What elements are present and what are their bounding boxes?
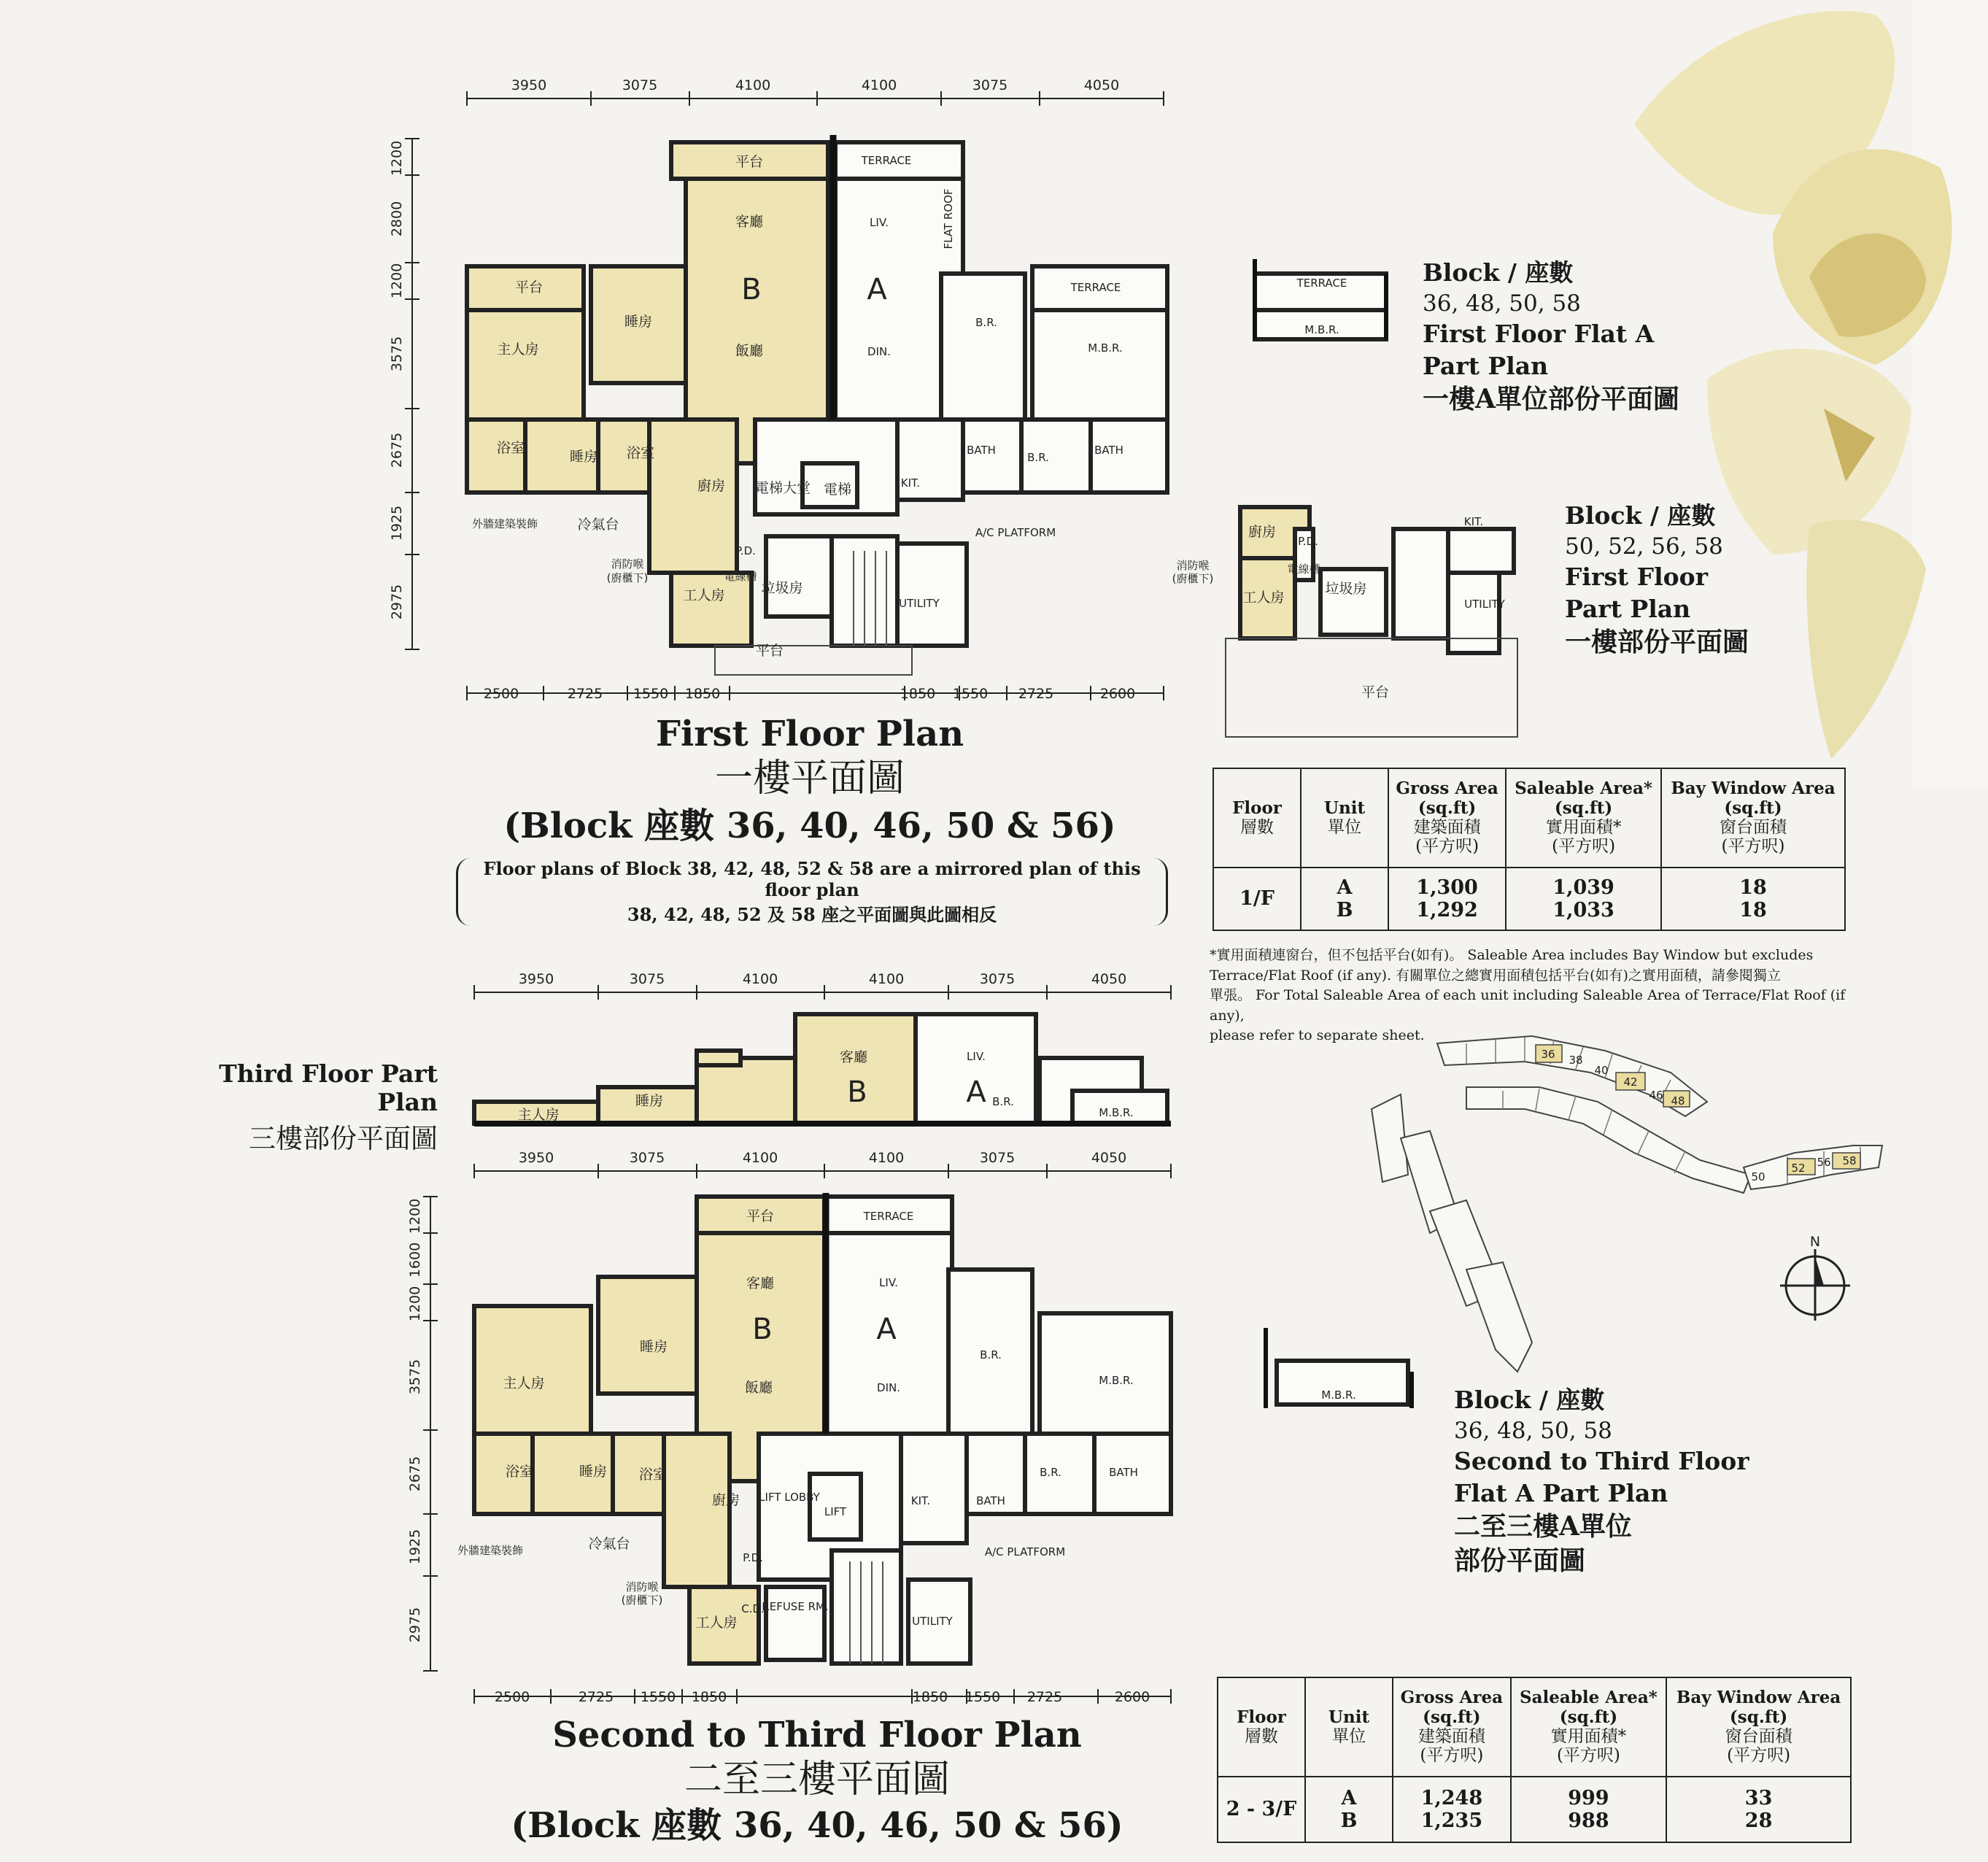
header-unit-sqft: (sq.ft) <box>1724 797 1782 818</box>
room-label: FLAT ROOF <box>942 188 955 250</box>
dim-left: 1925 <box>407 1529 423 1565</box>
header-unit-zh: 單位 <box>1332 1727 1366 1746</box>
room-label: 垃圾房 <box>761 580 803 596</box>
room-label: 消防喉 <box>611 557 644 571</box>
room-label: UTILITY <box>899 597 940 610</box>
header-unit: Unit <box>1323 797 1366 818</box>
dim-bottom: 1850 <box>900 686 936 702</box>
dim-bottom: 1850 <box>691 1689 727 1705</box>
block-label: Block / 座數 <box>1423 258 1574 287</box>
block-number: 58 <box>1842 1154 1857 1167</box>
room-label: 平台 <box>1361 684 1390 700</box>
dim-bottom: 1550 <box>633 686 669 702</box>
room-label: 睡房 <box>579 1464 608 1480</box>
dim-bottom: 1850 <box>912 1689 948 1705</box>
room-label: 工人房 <box>695 1615 738 1631</box>
room-label: B.R. <box>980 1348 1002 1361</box>
room-label: P.D. <box>1298 535 1318 548</box>
room-label: BATH <box>1109 1466 1138 1479</box>
saleable-cell: 999 <box>1568 1786 1609 1809</box>
block-number: 50 <box>1751 1170 1765 1183</box>
dim-bottom: 2600 <box>1114 1689 1150 1705</box>
mirror-note-en: Floor plans of Block 38, 42, 48, 52 & 58 are a mirrored plan of this floor plan <box>483 858 1141 900</box>
room-label: 飯廳 <box>735 343 764 359</box>
part-plan-title: Flat A Part Plan <box>1454 1479 1668 1507</box>
room-label: 廚房 <box>711 1492 740 1508</box>
flat-a-part-1f-caption <box>1423 257 1679 417</box>
block-list: (Block 座數 36, 40, 46, 50 & 56) <box>511 1804 1123 1846</box>
room-label: B.R. <box>1027 451 1049 464</box>
header-unit-sqft: (sq.ft) <box>1729 1707 1788 1727</box>
dim-top: 4100 <box>735 77 771 93</box>
header-unit-zh-sqft: (平方呎) <box>1415 837 1480 857</box>
room-label: B.R. <box>1040 1466 1061 1479</box>
header-unit-sqft: (sq.ft) <box>1559 1707 1618 1727</box>
footnote-line: please refer to separate sheet. <box>1210 1027 1425 1044</box>
header-unit-sqft: (sq.ft) <box>1423 1707 1481 1727</box>
header-floor: Floor <box>1232 797 1282 818</box>
block-number: 48 <box>1671 1094 1685 1108</box>
dim-top: 4100 <box>742 971 778 987</box>
room-label: 客廳 <box>839 1049 868 1065</box>
part-plan-title: First Floor Flat A <box>1423 320 1655 349</box>
room-label: 客廳 <box>735 214 764 230</box>
room-label: M.B.R. <box>1099 1106 1134 1119</box>
floor-cell: 2 - 3/F <box>1218 1777 1305 1842</box>
block-label: Block / 座數 <box>1454 1386 1605 1414</box>
dim-top: 4100 <box>868 1150 905 1166</box>
saleable-cell: 988 <box>1568 1809 1609 1832</box>
room-label: 主人房 <box>503 1375 545 1391</box>
room-label: A/C PLATFORM <box>975 526 1056 539</box>
page-title-zh: 二至三樓平面圖 <box>684 1758 950 1801</box>
unit-label: A <box>966 1075 986 1109</box>
room-label: TERRACE <box>1296 277 1347 290</box>
room-label: 睡房 <box>569 449 598 465</box>
mirror-note-zh: 38, 42, 48, 52 及 58 座之平面圖與此圖相反 <box>627 904 997 925</box>
dim-bottom: 2500 <box>483 686 519 702</box>
dim-top: 4050 <box>1091 971 1127 987</box>
header-unit-sqft: (sq.ft) <box>1554 797 1613 818</box>
dim-bottom: 2725 <box>567 686 603 702</box>
dim-bottom: 2600 <box>1099 686 1136 702</box>
header-unit-zh-sqft: (平方呎) <box>1721 837 1785 857</box>
dim-top: 3075 <box>622 77 658 93</box>
third-floor-part-plan <box>467 963 1182 1131</box>
room-label: LIV. <box>870 216 889 229</box>
header-floor-zh: 層數 <box>1245 1727 1278 1746</box>
room-label: C.D. <box>741 1602 765 1615</box>
flat-a-part-plan-1f <box>1233 244 1401 347</box>
gross-cell: 1,300 <box>1416 876 1478 899</box>
dim-left: 1600 <box>407 1242 423 1278</box>
unit-label: A <box>876 1313 897 1346</box>
block-number: 56 <box>1817 1156 1831 1169</box>
flat-a-part-plan-23f <box>1229 1313 1426 1415</box>
header-saleable: Saleable Area* <box>1515 779 1652 799</box>
room-label: DIN. <box>867 345 891 358</box>
room-label: 冷氣台 <box>577 517 619 533</box>
dim-top: 4050 <box>1091 1150 1127 1166</box>
room-label: 睡房 <box>624 314 653 330</box>
page-title: Second to Third Floor Plan <box>552 1715 1082 1755</box>
header-saleable-zh: 實用面積* <box>1545 818 1622 837</box>
header-gross: Gross Area <box>1400 1688 1504 1708</box>
block-numbers: 36, 48, 50, 58 <box>1454 1417 1612 1444</box>
dim-left: 1200 <box>407 1286 423 1322</box>
dim-bottom: 1850 <box>684 686 721 702</box>
room-label: M.B.R. <box>1088 341 1123 355</box>
room-label: 浴室 <box>638 1467 668 1483</box>
header-saleable-zh: 實用面積* <box>1550 1727 1627 1746</box>
room-label: (廚櫃下) <box>621 1593 663 1607</box>
room-label: 消防喉 <box>1176 559 1210 572</box>
room-label: M.B.R. <box>1099 1374 1134 1387</box>
dim-bottom: 1550 <box>640 1689 676 1705</box>
dim-left: 2675 <box>389 432 405 468</box>
gross-cell: 1,248 <box>1420 1786 1483 1809</box>
block-number: 42 <box>1623 1075 1638 1089</box>
dim-left: 2975 <box>407 1607 423 1643</box>
area-table-23f <box>1217 1677 1852 1843</box>
dim-top: 3075 <box>972 77 1008 93</box>
room-label: 浴室 <box>505 1464 534 1480</box>
room-label: 客廳 <box>746 1275 775 1291</box>
room-label: B.R. <box>975 316 997 329</box>
dim-top: 4100 <box>742 1150 778 1166</box>
room-label: 平台 <box>746 1208 775 1224</box>
page-title-zh: 一樓平面圖 <box>714 757 905 800</box>
part-plan-title: Part Plan <box>1423 352 1549 380</box>
header-bay: Bay Window Area <box>1676 1688 1841 1708</box>
room-label: 廚房 <box>697 478 726 494</box>
room-label: M.B.R. <box>1304 323 1339 336</box>
bay-cell: 18 <box>1739 899 1767 922</box>
dim-bottom: 2725 <box>578 1689 614 1705</box>
header-unit-zh: 單位 <box>1328 818 1361 837</box>
dim-top: 3950 <box>518 1150 554 1166</box>
gross-cell: 1,292 <box>1416 899 1478 922</box>
header-bay: Bay Window Area <box>1671 779 1836 799</box>
mirror-note <box>456 858 1168 926</box>
dim-left: 2975 <box>389 584 405 620</box>
unit-cell: B <box>1340 1809 1358 1832</box>
room-label: BATH <box>976 1494 1005 1507</box>
dim-bottom: 1550 <box>964 1689 1001 1705</box>
footnote-line: 單張。 For Total Saleable Area of each unit including Saleable Area of Terrace/Flat Roof (if any), <box>1210 987 1846 1024</box>
dim-top: 3075 <box>979 971 1016 987</box>
dim-left: 2800 <box>389 201 405 237</box>
room-label: DIN. <box>877 1381 900 1394</box>
room-label: 平台 <box>514 279 544 295</box>
unit-label: A <box>867 273 887 306</box>
dim-top: 3950 <box>518 971 554 987</box>
block-number: 40 <box>1594 1064 1609 1077</box>
room-label: 電梯大堂 <box>754 480 811 496</box>
unit-label: B <box>847 1075 867 1109</box>
area-table-1f <box>1212 768 1846 931</box>
dim-bottom: 2725 <box>1018 686 1054 702</box>
dim-bottom: 1550 <box>952 686 989 702</box>
room-label: TERRACE <box>1070 281 1121 294</box>
room-label: 睡房 <box>639 1339 668 1355</box>
part-plan-title-zh: 一樓A單位部份平面圖 <box>1423 383 1679 414</box>
flat-a-part-23f-caption <box>1454 1384 1749 1579</box>
block-number: 36 <box>1541 1048 1555 1061</box>
dim-left: 1925 <box>389 505 405 541</box>
room-label: BATH <box>1094 444 1123 457</box>
dim-left: 3575 <box>389 336 405 372</box>
second-third-titles <box>452 1715 1182 1847</box>
room-label: REFUSE RM. <box>762 1600 829 1613</box>
room-label: 電線槽 <box>1287 563 1320 576</box>
room-label: 冷氣台 <box>588 1536 630 1552</box>
header-gross-zh: 建築面積 <box>1417 1727 1485 1746</box>
room-label: P.D. <box>735 544 756 557</box>
room-label: M.B.R. <box>1321 1388 1356 1402</box>
room-label: (廚櫃下) <box>606 571 649 584</box>
block-numbers: 36, 48, 50, 58 <box>1423 290 1581 317</box>
dim-top: 3075 <box>629 971 665 987</box>
footnote-line: Terrace/Flat Roof (if any). 有關單位之總實用面積包括平台(如有)之實用面積，請參閱獨立 <box>1210 967 1781 984</box>
header-floor: Floor <box>1237 1707 1286 1727</box>
part-plan-title-zh: 二至三樓A單位 <box>1454 1510 1632 1542</box>
room-label: UTILITY <box>1464 598 1505 611</box>
dim-top: 4100 <box>861 77 897 93</box>
room-label: P.D. <box>743 1551 763 1564</box>
room-label: 電梯 <box>823 482 852 498</box>
room-label: LIFT LOBBY <box>759 1491 820 1504</box>
room-label: B.R. <box>992 1095 1014 1108</box>
first-floor-part-caption <box>1565 500 1749 660</box>
room-label: 工人房 <box>683 587 725 603</box>
block-numbers: 50, 52, 56, 58 <box>1565 533 1723 560</box>
room-label: TERRACE <box>863 1210 914 1223</box>
block-number: 38 <box>1569 1054 1583 1067</box>
dim-bottom: 2500 <box>494 1689 530 1705</box>
room-label: KIT. <box>910 1494 931 1507</box>
site-map <box>1357 1029 1897 1386</box>
block-label: Block / 座數 <box>1565 501 1716 530</box>
header-gross: Gross Area <box>1396 779 1498 799</box>
room-label: (廚櫃下) <box>1172 572 1214 585</box>
dim-left: 1200 <box>389 140 405 177</box>
block-number: 52 <box>1791 1162 1806 1175</box>
dim-top: 4100 <box>868 971 905 987</box>
saleable-cell: 1,033 <box>1552 899 1614 922</box>
block-number: 46 <box>1649 1089 1663 1102</box>
room-label: 平台 <box>755 643 784 659</box>
first-floor-part-plan <box>1171 500 1521 752</box>
unit-cell: A <box>1337 876 1353 899</box>
room-label: LIV. <box>879 1276 898 1289</box>
dim-left: 3575 <box>407 1359 423 1395</box>
room-label: 主人房 <box>497 341 539 358</box>
unit-cell: B <box>1336 899 1353 922</box>
saleable-cell: 1,039 <box>1552 876 1614 899</box>
part-plan-title-zh: 一樓部份平面圖 <box>1565 626 1749 657</box>
block-list: (Block 座數 36, 40, 46, 50 & 56) <box>503 805 1116 846</box>
second-third-floor-plan <box>394 1142 1196 1711</box>
first-floor-plan <box>379 69 1182 711</box>
room-label: KIT. <box>900 476 921 490</box>
dim-top: 3075 <box>629 1150 665 1166</box>
part-plan-title: Second to Third Floor <box>1454 1447 1749 1476</box>
part-plan-title: Part Plan <box>1565 595 1691 623</box>
room-label: 外牆建築裝飾 <box>457 1544 524 1557</box>
room-label: KIT. <box>1463 515 1484 528</box>
room-label: 平台 <box>735 154 764 170</box>
dim-top: 4050 <box>1083 77 1120 93</box>
room-label: 飯廳 <box>744 1380 773 1396</box>
part-plan-title-zh: 部份平面圖 <box>1454 1545 1586 1577</box>
first-floor-titles <box>452 714 1167 848</box>
header-floor-zh: 層數 <box>1240 818 1274 837</box>
room-label: 廚房 <box>1248 524 1277 540</box>
part-plan-title: Third Floor Part Plan <box>219 1059 438 1116</box>
room-label: BATH <box>967 444 996 457</box>
north-label: N <box>1809 1234 1821 1250</box>
header-bay-zh: 窗台面積 <box>1720 818 1787 837</box>
header-unit: Unit <box>1328 1707 1370 1727</box>
room-label: 主人房 <box>517 1107 560 1123</box>
unit-label: B <box>752 1313 773 1346</box>
room-label: 工人房 <box>1242 590 1285 606</box>
room-label: 外牆建築裝飾 <box>471 517 538 530</box>
dim-top: 3950 <box>511 77 547 93</box>
dim-left: 1200 <box>407 1198 423 1235</box>
north-arrow-icon <box>1780 1249 1850 1321</box>
room-label: 垃圾房 <box>1325 581 1367 597</box>
room-label: A/C PLATFORM <box>984 1545 1066 1558</box>
room-label: 消防喉 <box>625 1580 659 1593</box>
bay-cell: 28 <box>1744 1809 1773 1832</box>
header-saleable: Saleable Area* <box>1520 1688 1658 1708</box>
dim-bottom: 2725 <box>1026 1689 1063 1705</box>
dim-left: 1200 <box>389 263 405 299</box>
bay-cell: 18 <box>1739 876 1767 899</box>
footnote-line: *實用面積連窗台，但不包括平台(如有)。 Saleable Area includes Bay Window but excludes <box>1210 947 1814 963</box>
page-title: First Floor Plan <box>655 714 964 754</box>
header-unit-zh-sqft: (平方呎) <box>1556 1746 1620 1766</box>
room-label: 睡房 <box>635 1093 664 1109</box>
room-label: LIFT <box>824 1505 847 1518</box>
room-label: TERRACE <box>861 154 912 167</box>
header-unit-zh-sqft: (平方呎) <box>1727 1746 1791 1766</box>
room-label: LIV. <box>967 1050 986 1063</box>
part-plan-title-zh: 三樓部份平面圖 <box>249 1123 438 1154</box>
room-label: 電線槽 <box>724 570 757 583</box>
floor-cell: 1/F <box>1213 868 1301 930</box>
gross-cell: 1,235 <box>1420 1809 1483 1832</box>
part-plan-title: First Floor <box>1565 563 1709 592</box>
header-unit-sqft: (sq.ft) <box>1417 797 1477 818</box>
bay-cell: 33 <box>1744 1786 1773 1809</box>
header-gross-zh: 建築面積 <box>1413 818 1481 837</box>
dim-top: 3075 <box>979 1150 1016 1166</box>
dim-left: 2675 <box>407 1456 423 1492</box>
room-label: UTILITY <box>912 1615 953 1628</box>
room-label: 浴室 <box>626 445 655 461</box>
header-bay-zh: 窗台面積 <box>1725 1727 1792 1746</box>
unit-cell: A <box>1341 1786 1357 1809</box>
header-unit-zh-sqft: (平方呎) <box>1420 1746 1484 1766</box>
header-unit-zh-sqft: (平方呎) <box>1552 837 1616 857</box>
room-label: 浴室 <box>496 440 525 456</box>
unit-label: B <box>741 273 762 306</box>
